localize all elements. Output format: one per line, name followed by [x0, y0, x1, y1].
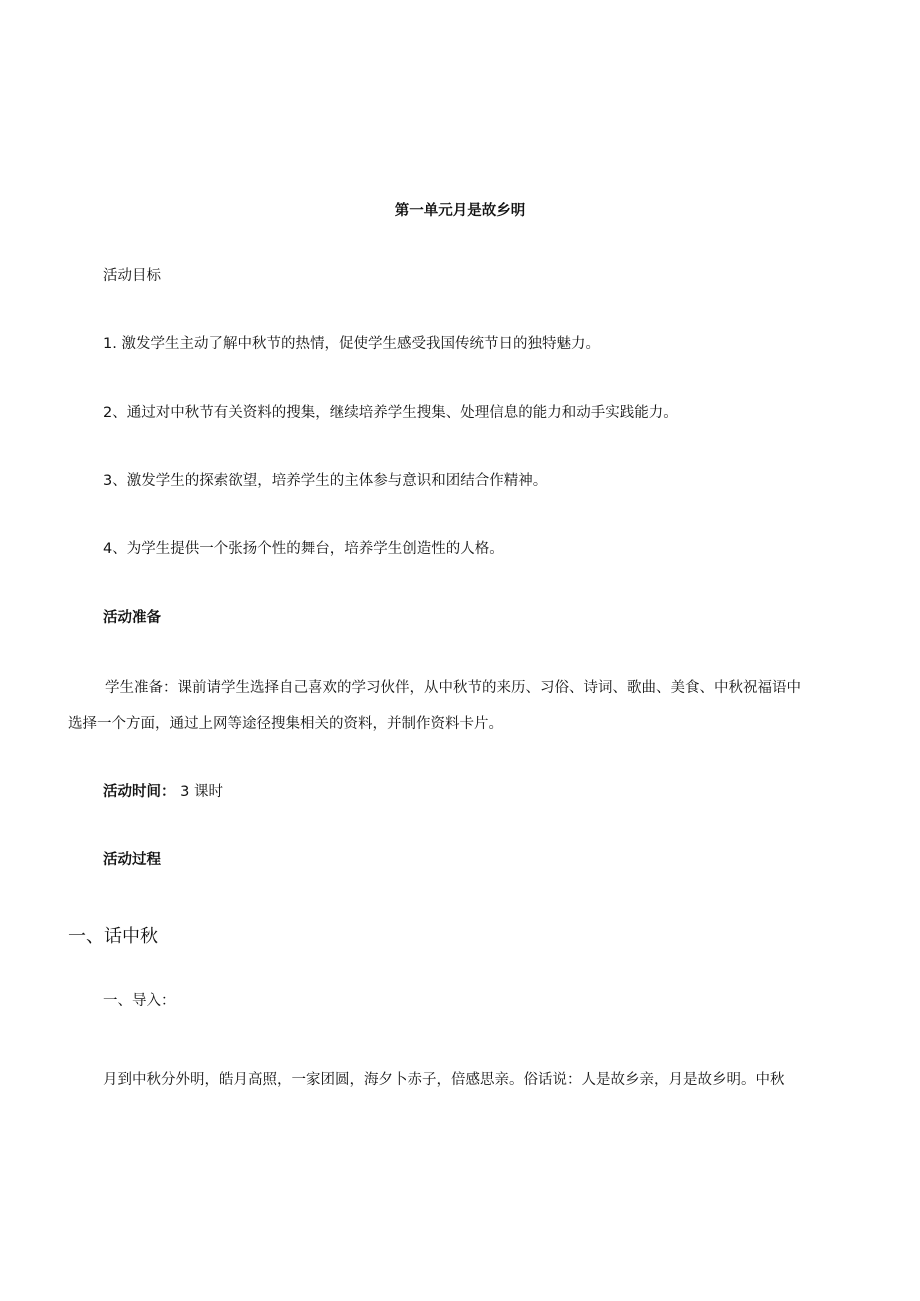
activity-time-label: 活动时间：: [103, 784, 176, 800]
document-title: 第一单元月是故乡明: [394, 203, 526, 219]
objective-item-3: 3、激发学生的探索欲望，培养学生的主体参与意识和团结合作精神。: [103, 473, 548, 489]
objective-item-2: 2、通过对中秋节有关资料的搜集，继续培养学生搜集、处理信息的能力和动手实践能力。: [103, 405, 678, 421]
objectives-heading: 活动目标: [103, 268, 161, 284]
objective-item-4: 4、为学生提供一个张扬个性的舞台，培养学生创造性的人格。: [103, 541, 504, 557]
activity-time: [103, 782, 223, 802]
process-heading: 活动过程: [103, 852, 161, 868]
section-heading-1: 一、话中秋: [68, 926, 158, 947]
activity-time-value: 3 课时: [175, 784, 223, 800]
preparation-text-line1: 学生准备：课前请学生选择自己喜欢的学习伙伴，从中秋节的来历、习俗、诗词、歌曲、美食、中秋祝福语中: [105, 680, 801, 696]
preparation-heading: 活动准备: [103, 610, 161, 626]
objective-item-1: 1. 激发学生主动了解中秋节的热情，促使学生感受我国传统节日的独特魅力。: [103, 336, 600, 352]
preparation-text-line2: 选择一个方面，通过上网等途径搜集相关的资料，并制作资料卡片。: [68, 716, 503, 732]
section-paragraph: 月到中秋分外明，皓月高照，一家团圆，海夕卜赤子，倍感思亲。俗话说：人是故乡亲，月是故乡明。中秋: [103, 1072, 785, 1088]
section-subheading-intro: 一、导入：: [103, 993, 176, 1009]
